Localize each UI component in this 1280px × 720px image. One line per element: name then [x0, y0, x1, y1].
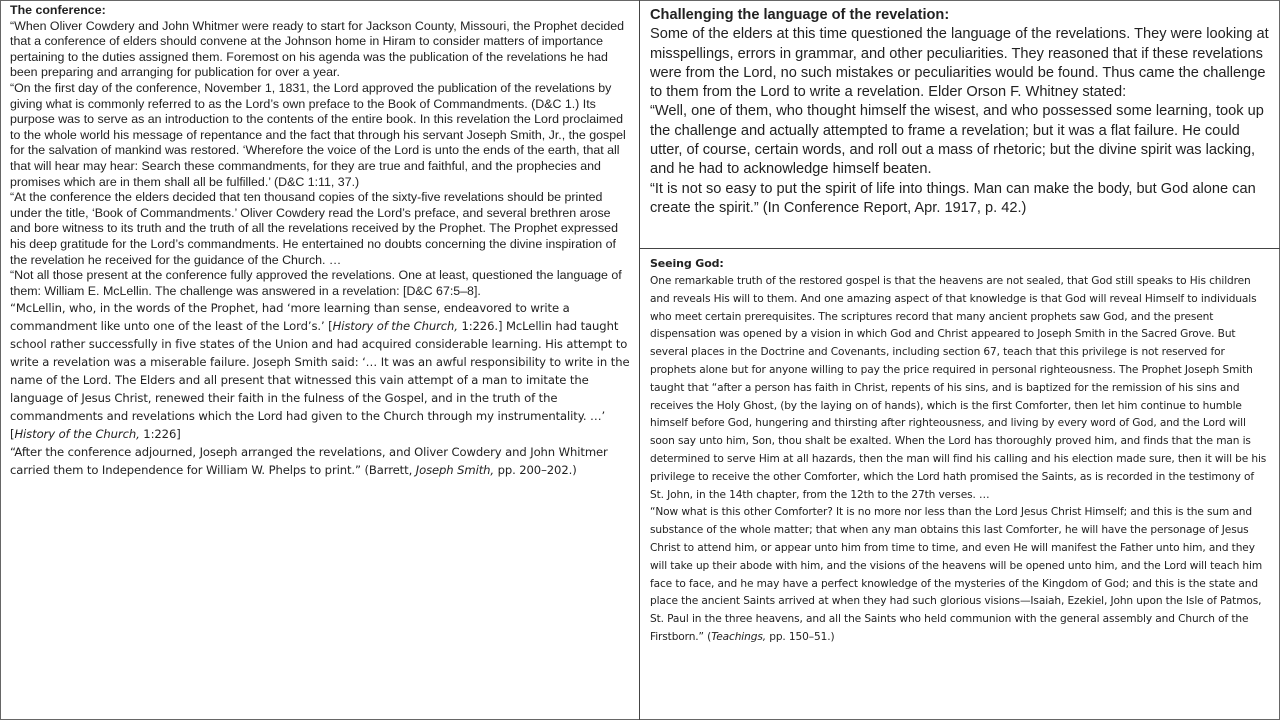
text-run: “Now what is this other Comforter? It is no more nor less than the Lord Jesus Christ Himself; and this is the sum and substance of the whole matter; that when any man obtains this last Comforter, he will have the personage of Jesus Christ to attend him, or appear unto him from time to time, and even He will manifest the Father unto him, and they will take up their abode with him, and the visions of the heavens will be opened unto him, and the Lord will teach him face to face, and he may have a perfect knowledge of the mysteries of the Kingdom of God; and this is the state and place the ancient Saints arrived at when they had such glorious visions—Isaiah, Ezekiel, John upon the Isle of Patmos, St. Paul in the three heavens, and all the Saints who held communion with the general assembly and Church of the Firstborn.” (	[650, 506, 1263, 643]
paragraph	[10, 299, 630, 443]
text-run: “After the conference adjourned, Joseph arranged the revelations, and Oliver Cowdery and John Whitmer carried them to Independence for William W. Phelps to print.” (Barrett,	[10, 445, 608, 478]
paragraph	[650, 504, 1271, 646]
paragraph: “On the first day of the conference, November 1, 1831, the Lord approved the publication of the revelations by giving what is commonly referred to as the Lord’s own preface to the Book of Commandments. (D&C 1.) Its purpose was to serve as an introduction to the contents of the entire book. In this revelation the Lord proclaimed to the whole world his message of repentance and the fact that through his servant Joseph Smith, Jr., the gospel for the salvation of mankind was restored. ‘Wherefore the voice of the Lord is unto the ends of the earth, that all that will hear may hear: Search these commandments, for they are true and faithful, and the prophecies and promises which are in them shall all be fulfilled.’ (D&C 1:11, 37.)	[10, 80, 626, 189]
text-run: pp. 150–51.)	[765, 630, 835, 643]
panel-title: Challenging the language of the revelation:	[650, 7, 950, 23]
text-run: “McLellin, who, in the words of the Prophet, had ‘more learning than sense, endeavored to write a commandment like unto one of the least of the Lord’s.’ [	[10, 301, 570, 334]
seeing-god-panel	[640, 249, 1280, 720]
paragraph: “Not all those present at the conference fully approved the revelations. One at least, questioned the language of them: William E. McLellin. The challenge was answered in a revelation: [D&C 67:5–8].	[10, 268, 622, 298]
paragraph: “When Oliver Cowdery and John Whitmer were ready to start for Jackson County, Missouri, the Prophet decided that a conference of elders should convene at the Johnson home in Hiram to consider matters of importance pertaining to the duties assigned them. Foremost on his agenda was the publication of the revelations he had been preparing and arranging for publication for over a year.	[10, 18, 625, 80]
citation: Joseph Smith,	[415, 463, 494, 478]
citation: Teachings,	[711, 630, 766, 643]
paragraph: “At the conference the elders decided that ten thousand copies of the sixty-five revelations should be printed under the title, ‘Book of Commandments.’ Oliver Cowdery read the Lord’s preface, and several brethren arose and bore witness to its truth and the truth of all the revelations received by the Prophet. The Prophet expressed his deep gratitude for the Lord’s commandments. He entertained no doubts concerning the divine inspiration of the revelation he received for the guidance of the Church. …	[10, 190, 618, 267]
text-run: 1:226.] McLellin had taught school rather successfully in five states of the Union and had acquired considerable learning. His attempt to write a revelation was a miserable failure. Joseph Smith said: ‘… It was an awful responsibility to write in the name of the Lord. The Elders and all present that witnessed this vain attempt of a man to imitate the language of Jesus Christ, renewed their faith in the fulness of the Gospel, and in the truth of the commandments and revelations which the Lord had given to the Church through my instrumentality. …’ [	[10, 319, 630, 442]
panel-title: The conference:	[10, 3, 106, 17]
panel-title: Seeing God:	[650, 257, 724, 270]
citation: History of the Church,	[332, 319, 458, 334]
text-run: 1:226]	[139, 427, 181, 442]
paragraph	[10, 443, 630, 479]
paragraph: “It is not so easy to put the spirit of life into things. Man can make the body, but God alone can create the spirit.” (In Conference Report, Apr. 1917, p. 42.)	[650, 180, 1256, 216]
paragraph: “Well, one of them, who thought himself the wisest, and who possessed some learning, took up the challenge and actually attempted to frame a revelation; but it was a flat failure. He could utter, of course, certain words, and roll out a mass of rhetoric; but the divine spirit was lacking, and he had to acknowledge himself beaten.	[650, 103, 1264, 178]
challenging-language-panel	[640, 0, 1280, 249]
paragraph: Some of the elders at this time questioned the language of the revelations. They were looking at misspellings, errors in grammar, and other peculiarities. They reasoned that if these revelations were from the Lord, no such mistakes or peculiarities would be found. Thus came the challenge to them from the Lord to write a revelation. Elder Orson F. Whitney stated:	[650, 26, 1269, 101]
text-run: pp. 200–202.)	[493, 463, 577, 478]
citation: History of the Church,	[14, 427, 140, 442]
paragraph: One remarkable truth of the restored gospel is that the heavens are not sealed, that God still speaks to His children and reveals His will to them. And one amazing aspect of that knowledge is that God will reveal Himself to individuals who meet certain prerequisites. The scriptures record that many ancient prophets saw God, and the present dispensation was opened by a vision in which God and Christ appeared to Joseph Smith in the Sacred Grove. But several places in the Doctrine and Covenants, including section 67, teach that this privilege is not reserved for prophets alone but for anyone willing to pay the price required in personal righteousness. The Prophet Joseph Smith taught that “after a person has faith in Christ, repents of his sins, and is baptized for the remission of his sins and receives the Holy Ghost, (by the laying on of hands), which is the first Comforter, then let him continue to humble himself before God, hungering and thirsting after righteousness, and living by every word of God, and the Lord will soon say unto him, Son, thou shalt be exalted. When the Lord has thoroughly proved him, and finds that the man is determined to serve Him at all hazards, then the man will find his calling and his election made sure, then it will be his privilege to receive the other Comforter, which the Lord hath promised the Saints, as is recorded in the testimony of St. John, in the 14th chapter, from the 12th to the 27th verses. …	[650, 275, 1267, 501]
